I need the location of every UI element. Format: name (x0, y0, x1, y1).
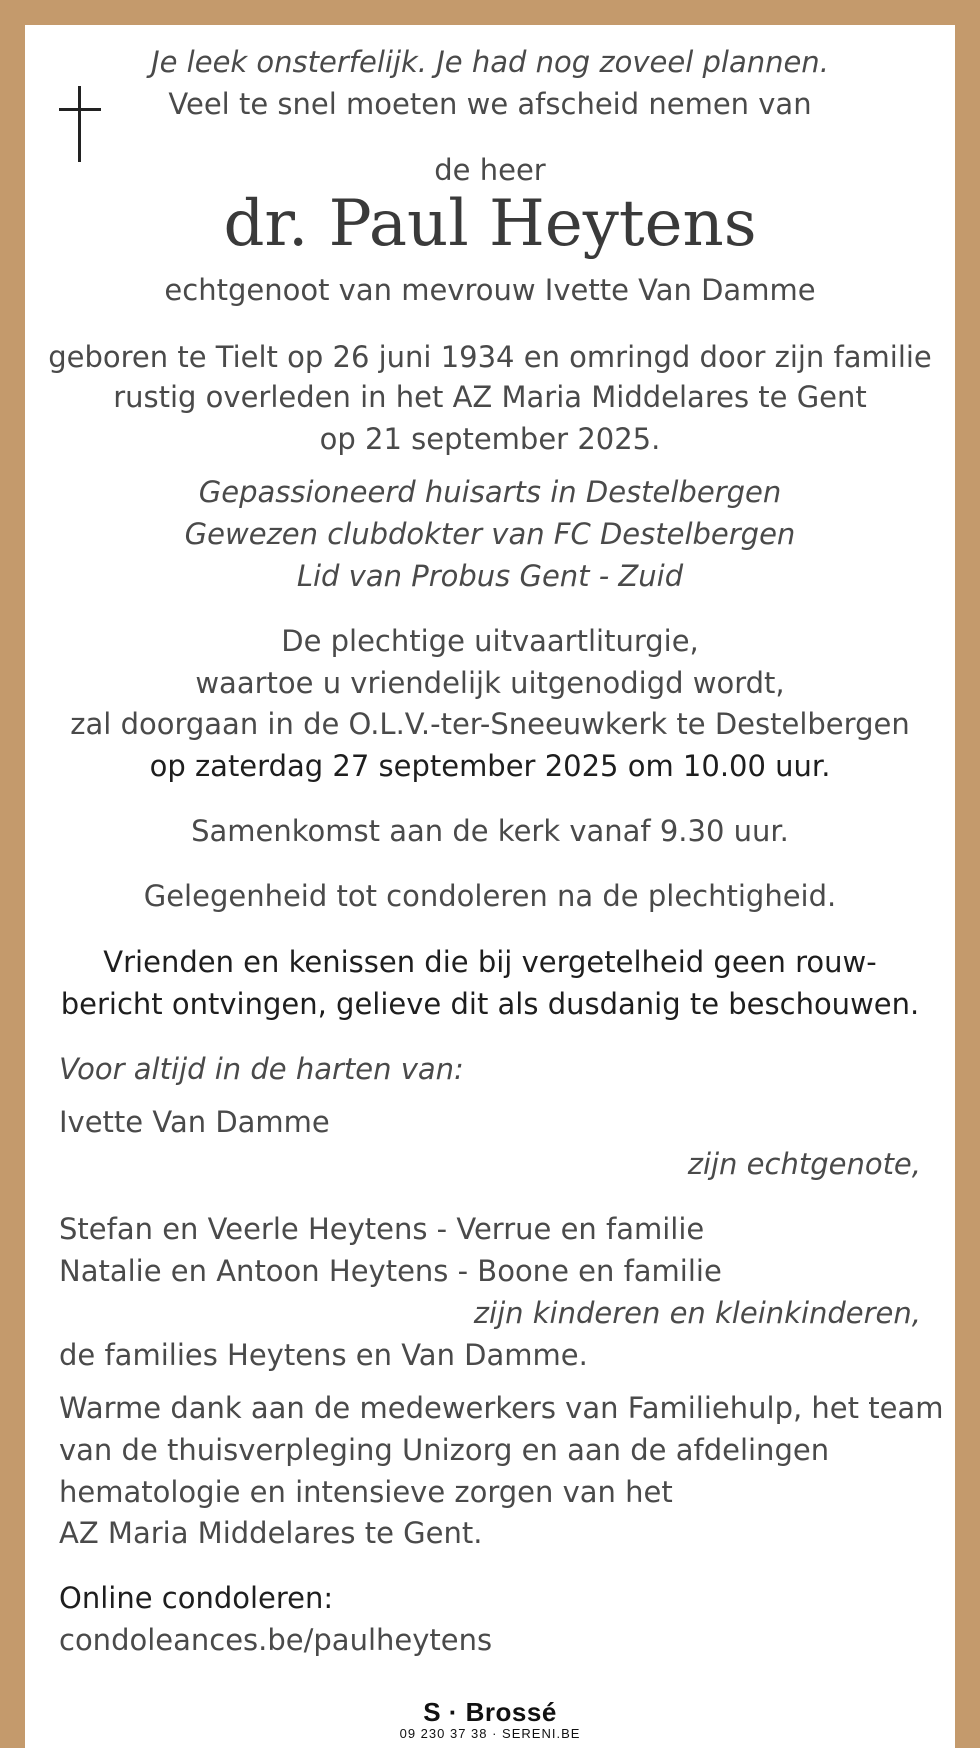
deceased-title: de heer (434, 153, 546, 187)
child-line-1: Stefan en Veerle Heytens - Verrue en familie (59, 1212, 705, 1246)
intro-line-1: Je leek onsterfelijk. Je had nog zoveel plannen. (151, 45, 829, 79)
notice-line-2: bericht ontvingen, gelieve dit als dusdanig te beschouwen. (60, 987, 920, 1021)
role-line-3: Lid van Probus Gent - Zuid (296, 559, 684, 593)
thanks-line-1: Warme dank aan de medewerkers van Familiehulp, het team (59, 1391, 944, 1425)
ceremony-line-1: De plechtige uitvaartliturgie, (281, 624, 699, 658)
birth-death-line-2: rustig overleden in het AZ Maria Middelares te Gent (113, 380, 867, 414)
ceremony-line-3: zal doorgaan in de O.L.V.-ter-Sneeuwkerk te Destelbergen (70, 707, 910, 741)
role-line-1: Gepassioneerd huisarts in Destelbergen (198, 475, 782, 509)
thanks-line-2: van de thuisverpleging Unizorg en aan de afdelingen (59, 1433, 830, 1467)
online-label: Online condoleren: (59, 1581, 334, 1615)
thanks-line-3: hematologie en intensieve zorgen van het (59, 1475, 673, 1509)
families-line: de families Heytens en Van Damme. (59, 1338, 588, 1372)
notice-line-1: Vrienden en kenissen die bij vergetelheid geen rouw- (103, 945, 877, 979)
ceremony-line-2: waartoe u vriendelijk uitgenodigd wordt, (195, 666, 785, 700)
intro-line-2: Veel te snel moeten we afscheid nemen van (168, 87, 812, 121)
spouse-role: zijn echtgenote, (687, 1147, 921, 1181)
children-role: zijn kinderen en kleinkinderen, (473, 1296, 921, 1330)
brosse-logo: S · Brossé (423, 1697, 557, 1727)
gathering-time: Samenkomst aan de kerk vanaf 9.30 uur. (191, 814, 789, 848)
condolence-note: Gelegenheid tot condoleren na de plechtigheid. (143, 879, 837, 913)
thanks-line-4: AZ Maria Middelares te Gent. (59, 1516, 483, 1550)
child-line-2: Natalie en Antoon Heytens - Boone en familie (59, 1254, 722, 1288)
family-heading: Voor altijd in de harten van: (59, 1052, 464, 1086)
deceased-name: dr. Paul Heytens (223, 187, 757, 261)
spouse-line: echtgenoot van mevrouw Ivette Van Damme (164, 273, 816, 307)
birth-death-line-3: op 21 september 2025. (319, 422, 661, 456)
footer-contact: 09 230 37 38 · SERENI.BE (399, 1726, 581, 1741)
role-line-2: Gewezen clubdokter van FC Destelbergen (184, 517, 796, 551)
online-url[interactable]: condoleances.be/paulheytens (59, 1623, 493, 1657)
ceremony-date: op zaterdag 27 september 2025 om 10.00 uur. (149, 749, 831, 783)
footer (313, 1696, 667, 1748)
birth-death-line-1: geboren te Tielt op 26 juni 1934 en omringd door zijn familie (48, 340, 932, 374)
spouse-name: Ivette Van Damme (59, 1105, 330, 1139)
